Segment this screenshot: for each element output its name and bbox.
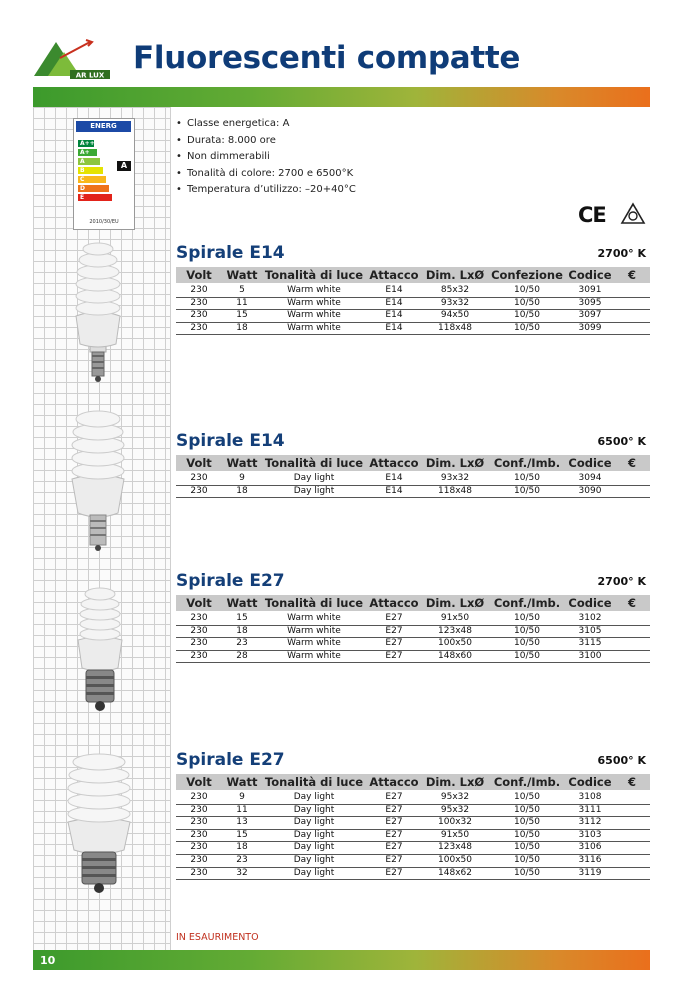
section-color-temperature: 6500° K: [597, 754, 646, 767]
table-cell: 3115: [578, 638, 602, 649]
column-header: Volt: [186, 268, 212, 282]
table-row: [176, 472, 650, 486]
table-cell: 3116: [578, 855, 602, 865]
table-cell: E14: [385, 310, 403, 321]
table-cell: 148x62: [438, 867, 472, 878]
table-cell: 18: [236, 842, 248, 853]
table-cell: Day light: [293, 485, 335, 496]
table-cell: Warm white: [287, 625, 341, 636]
table-cell: 230: [190, 485, 208, 496]
table-cell: E27: [385, 650, 403, 661]
table-cell: 10/50: [514, 322, 540, 333]
feature-item: • Durata: 8.000 ore: [176, 133, 356, 150]
table-header: [176, 267, 650, 283]
column-header: Attacco: [369, 775, 419, 789]
table-cell: 10/50: [514, 285, 540, 295]
table-cell: 230: [190, 650, 208, 661]
column-header: Volt: [186, 775, 212, 789]
table-row: [176, 625, 650, 639]
bulb-image-e27-day: [58, 746, 140, 896]
table-cell: 95x32: [440, 792, 470, 802]
table-cell: 9: [239, 473, 245, 483]
table-cell: Day light: [293, 842, 335, 853]
table-cell: 15: [236, 613, 248, 623]
column-header: Tonalità di luce: [264, 596, 364, 610]
bulb-image-e14-day: [62, 405, 134, 560]
table-cell: 230: [190, 804, 208, 815]
feature-item: • Temperatura d’utilizzo: –20+40°C: [176, 182, 356, 199]
table-row: [176, 841, 650, 855]
column-header: Tonalità di luce: [264, 775, 364, 789]
energy-label-header: ENERG: [76, 121, 131, 132]
table-row: [176, 637, 650, 651]
column-header: Watt: [226, 596, 258, 610]
table-cell: Warm white: [287, 297, 341, 308]
table-cell: 230: [190, 625, 208, 636]
column-header: Attacco: [369, 268, 419, 282]
table-cell: E27: [385, 855, 403, 865]
table-cell: E14: [385, 485, 403, 496]
table-cell: E27: [385, 842, 403, 853]
table-header: [176, 595, 650, 611]
table-cell: E14: [385, 322, 403, 333]
table-cell: 118x48: [438, 322, 472, 333]
table-cell: 3102: [578, 613, 602, 623]
footnote-in-esaurimento: IN ESAURIMENTO: [176, 932, 259, 943]
column-header: Dim. LxØ: [425, 456, 485, 470]
table-cell: Day light: [293, 817, 335, 828]
section-color-temperature: 6500° K: [597, 435, 646, 448]
column-header: Conf./Imb.: [493, 456, 561, 470]
column-header: Attacco: [369, 596, 419, 610]
table-cell: 230: [190, 285, 208, 295]
feature-item: • Non dimmerabili: [176, 149, 356, 166]
table-cell: 123x48: [438, 625, 472, 636]
table-cell: E27: [385, 867, 403, 878]
table-cell: 91x50: [440, 613, 470, 623]
column-header: Watt: [226, 268, 258, 282]
table-cell: 3112: [578, 817, 602, 828]
table-cell: 230: [190, 613, 208, 623]
table-cell: 3094: [578, 473, 602, 483]
column-header: Tonalità di luce: [264, 456, 364, 470]
table-row: [176, 791, 650, 805]
table-cell: 3105: [578, 625, 602, 636]
energy-class-bar: C: [78, 176, 106, 183]
table-header: [176, 455, 650, 471]
table-cell: 94x50: [440, 310, 470, 321]
table-cell: 93x32: [440, 297, 470, 308]
column-header: Dim. LxØ: [425, 596, 485, 610]
table-cell: 3111: [578, 804, 602, 815]
column-header: €: [627, 596, 636, 610]
table-cell: 10/50: [514, 297, 540, 308]
table-cell: Warm white: [287, 322, 341, 333]
table-cell: Day light: [293, 473, 335, 483]
table-cell: 32: [236, 867, 248, 878]
table-cell: 93x32: [440, 473, 470, 483]
recycle-icon: [620, 202, 646, 226]
table-cell: 91x50: [440, 829, 470, 840]
table-cell: 123x48: [438, 842, 472, 853]
table-cell: 230: [190, 817, 208, 828]
table-cell: 11: [236, 297, 248, 308]
table-cell: 10/50: [514, 310, 540, 321]
table-cell: 230: [190, 792, 208, 802]
table-cell: 5: [239, 285, 245, 295]
table-cell: E27: [385, 625, 403, 636]
section-title: Spirale E27: [176, 571, 285, 591]
arlux-logo: [30, 36, 126, 82]
column-header: €: [627, 775, 636, 789]
column-header: Attacco: [369, 456, 419, 470]
feature-item: • Classe energetica: A: [176, 116, 356, 133]
table-cell: E27: [385, 638, 403, 649]
table-row: [176, 322, 650, 336]
column-header: Conf./Imb.: [493, 775, 561, 789]
table-cell: 3100: [578, 650, 602, 661]
table-cell: 3099: [578, 322, 602, 333]
table-cell: E14: [385, 473, 403, 483]
table-row: [176, 829, 650, 843]
table-cell: 148x60: [438, 650, 472, 661]
bulb-image-e14-warm: [68, 236, 128, 391]
table-row: [176, 854, 650, 868]
section-title: Spirale E14: [176, 431, 285, 451]
page-title: Fluorescenti compatte: [133, 40, 521, 76]
table-row: [176, 867, 650, 881]
table-cell: E27: [385, 613, 403, 623]
table-cell: 100x50: [438, 855, 472, 865]
energy-class-bar: B: [78, 167, 103, 174]
table-cell: 3097: [578, 310, 602, 321]
table-cell: 23: [236, 638, 248, 649]
column-header: Dim. LxØ: [425, 268, 485, 282]
table-cell: E27: [385, 792, 403, 802]
table-cell: Day light: [293, 804, 335, 815]
table-cell: 10/50: [514, 817, 540, 828]
table-cell: Warm white: [287, 613, 341, 623]
table-row: [176, 485, 650, 499]
table-cell: 10/50: [514, 650, 540, 661]
table-cell: 15: [236, 310, 248, 321]
table-cell: 3090: [578, 485, 602, 496]
column-header: Conf./Imb.: [493, 596, 561, 610]
bottom-gradient-bar: [33, 950, 650, 970]
table-cell: 10/50: [514, 638, 540, 649]
column-header: Volt: [186, 456, 212, 470]
table-cell: Day light: [293, 829, 335, 840]
table-cell: 10/50: [514, 625, 540, 636]
table-row: [176, 650, 650, 664]
table-cell: E14: [385, 297, 403, 308]
table-cell: E14: [385, 285, 403, 295]
table-cell: 15: [236, 829, 248, 840]
table-cell: 10/50: [514, 792, 540, 802]
table-cell: 85x32: [440, 285, 470, 295]
table-cell: 230: [190, 829, 208, 840]
table-cell: Day light: [293, 867, 335, 878]
energy-class-bar: D: [78, 185, 109, 192]
table-cell: 230: [190, 842, 208, 853]
table-cell: 10/50: [514, 804, 540, 815]
section-color-temperature: 2700° K: [597, 247, 646, 260]
energy-label: [73, 118, 135, 230]
column-header: €: [627, 268, 636, 282]
table-cell: Warm white: [287, 650, 341, 661]
table-cell: 3106: [578, 842, 602, 853]
feature-item: • Tonalità di colore: 2700 e 6500°K: [176, 166, 356, 183]
table-header: [176, 774, 650, 790]
table-cell: 28: [236, 650, 248, 661]
table-cell: 230: [190, 297, 208, 308]
table-cell: Day light: [293, 792, 335, 802]
column-header: €: [627, 456, 636, 470]
ce-mark: CE: [578, 203, 606, 227]
table-row: [176, 309, 650, 323]
column-header: Watt: [226, 775, 258, 789]
feature-list: [176, 116, 356, 199]
page-header: [0, 0, 700, 88]
table-cell: 23: [236, 855, 248, 865]
table-cell: 230: [190, 310, 208, 321]
table-cell: E27: [385, 817, 403, 828]
table-cell: E27: [385, 829, 403, 840]
column-header: Confezione: [491, 268, 563, 282]
table-cell: Warm white: [287, 638, 341, 649]
table-cell: 230: [190, 867, 208, 878]
table-cell: 18: [236, 322, 248, 333]
table-cell: 10/50: [514, 485, 540, 496]
table-cell: Day light: [293, 855, 335, 865]
table-cell: 95x32: [440, 804, 470, 815]
table-cell: 3103: [578, 829, 602, 840]
section-title: Spirale E14: [176, 243, 285, 263]
table-cell: 10/50: [514, 473, 540, 483]
table-cell: 11: [236, 804, 248, 815]
table-cell: 100x32: [438, 817, 472, 828]
energy-class-indicator: A: [117, 161, 131, 171]
table-cell: Warm white: [287, 310, 341, 321]
column-header: Volt: [186, 596, 212, 610]
table-cell: 230: [190, 638, 208, 649]
bulb-image-e27-warm: [72, 578, 128, 718]
section-color-temperature: 2700° K: [597, 575, 646, 588]
table-cell: 10/50: [514, 842, 540, 853]
table-row: [176, 297, 650, 311]
column-header: Dim. LxØ: [425, 775, 485, 789]
column-header: Tonalità di luce: [264, 268, 364, 282]
table-cell: 10/50: [514, 855, 540, 865]
table-cell: 10/50: [514, 867, 540, 878]
table-row: [176, 804, 650, 818]
table-cell: 3119: [578, 867, 602, 878]
table-row: [176, 284, 650, 298]
table-cell: 9: [239, 792, 245, 802]
logo-text: AR LUX: [75, 71, 105, 80]
table-cell: 10/50: [514, 613, 540, 623]
column-header: Codice: [568, 268, 612, 282]
table-cell: 100x50: [438, 638, 472, 649]
section-title: Spirale E27: [176, 750, 285, 770]
table-cell: 13: [236, 817, 248, 828]
energy-class-bar: A: [78, 158, 100, 165]
top-gradient-bar: [33, 87, 650, 107]
table-cell: 230: [190, 855, 208, 865]
table-row: [176, 816, 650, 830]
table-cell: 3091: [578, 285, 602, 295]
table-cell: 10/50: [514, 829, 540, 840]
energy-label-footer: 2010/30/EU: [89, 219, 119, 225]
energy-class-bar: E: [78, 194, 112, 201]
column-header: Codice: [568, 456, 612, 470]
table-row: [176, 612, 650, 626]
table-cell: 18: [236, 625, 248, 636]
table-cell: 3095: [578, 297, 602, 308]
table-cell: 118x48: [438, 485, 472, 496]
table-cell: 230: [190, 322, 208, 333]
table-cell: 18: [236, 485, 248, 496]
energy-class-bar: A+: [78, 149, 97, 156]
table-cell: 3108: [578, 792, 602, 802]
table-cell: 230: [190, 473, 208, 483]
energy-class-bar: A++: [80, 140, 95, 147]
column-header: Watt: [226, 456, 258, 470]
column-header: Codice: [568, 775, 612, 789]
table-cell: E27: [385, 804, 403, 815]
table-cell: Warm white: [287, 285, 341, 295]
column-header: Codice: [568, 596, 612, 610]
page-number: 10: [40, 954, 56, 967]
